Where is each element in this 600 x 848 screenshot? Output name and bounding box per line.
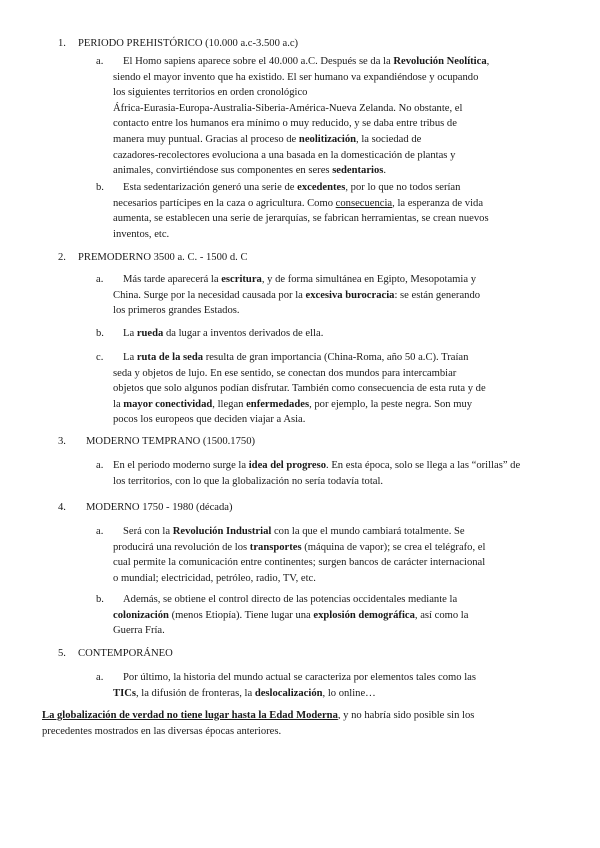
text-line: mayor conectividad [123, 398, 213, 410]
text-line: , llegan [212, 398, 247, 410]
text-line: da lugar a inventos derivados de ella. [163, 328, 324, 339]
text-line [42, 710, 338, 721]
text-line: idea del progreso [248, 460, 327, 471]
text-line: precedentes mostrados en las diversas épocas anteriores. [42, 725, 282, 737]
text-line: resulta de gran importancia (China-Roma, año 50 a.C). Traían [203, 352, 469, 363]
text-line: , y de forma simultánea en Egipto, Mesopotamia y [261, 274, 477, 285]
section-3-heading: 3. MODERNO TEMPRANO (1500.1750) [58, 436, 256, 447]
text-line: neolitización [298, 133, 357, 145]
text-line: rueda [136, 328, 164, 339]
section-2-item-a: a. Más tarde aparecerá la escritura, y de forma simultánea en Egipto, Mesopotamia y China. Surge por la necesidad causada por la excesiva burocracia: se están generando los primeros grandes Estados. [96, 272, 542, 319]
text-line: manera muy puntual. Gracias al proceso de [113, 133, 299, 145]
text-line: La globalización de verdad no tiene lugar hasta la Edad Moderna [42, 710, 338, 721]
section-1-item-b: b. Esta sedentarización generó una serie de excedentes, por lo que no todos serían necesarios partícipes en la caza o agricultura. Como consecuencia, la esperanza de vida aumenta, se establecen una serie de jerarquías, se fabrican herramientas, se crean nuevos inventos, etc. [96, 180, 542, 242]
text-line [113, 196, 542, 212]
text-line [113, 326, 542, 342]
text-line: sedentarios [332, 165, 384, 177]
text-line: los siguientes territorios en orden cronológico [113, 87, 308, 99]
text-line: Será con la [123, 526, 173, 537]
text-line: Además, se obtiene el control directo de las potencias occidentales mediante la [123, 594, 458, 605]
conclusion-paragraph [42, 708, 562, 739]
text-line: , la esperanza de vida [392, 197, 484, 209]
text-line: los primeros grandes Estados. [113, 305, 240, 317]
text-line: , por ejemplo, la peste negra. Son muy [309, 398, 473, 410]
section-1-item-a: a. El Homo sapiens aparece sobre el 40.000 a.C. Después se da la Revolución Neolítica, siendo el mayor invento que ha existido. El ser humano va expandiéndose y ocupando los siguientes territorios en orden cronológico África-Eurasia-Europa-Australia-Siberia-América-Nueva Zelanda. No obstante, el contacto entre los humanos era mínimo o muy reducido, y se daba entre tribus de manera muy puntual. Gracias al proceso de neolitización, la sociedad de cazadores-recolectores evoluciona a una basada en la domesticación de plantas y animales, convirtiéndose sus componentes en seres sedentarios. [96, 54, 542, 179]
text-line: la [113, 398, 124, 410]
text-line: , la sociedad de [356, 133, 422, 145]
text-line: África-Eurasia-Europa-Australia-Siberia-América-Nueva Zelanda. No obstante, el [113, 102, 463, 114]
text-line [113, 458, 586, 474]
text-line: En el periodo moderno surge la [113, 460, 249, 471]
text-line: pocos los europeos que deciden viajar a Asia. [113, 414, 306, 426]
text-line: , la difusión de fronteras, la [135, 687, 255, 699]
text-line: contacto entre los humanos era mínimo o muy reducido, y se daba entre tribus de [113, 118, 457, 130]
text-line: necesarios partícipes en la caza o agricultura. Como [113, 197, 336, 209]
text-line: Revolución Neolítica [393, 56, 487, 67]
text-line: consecuencia [335, 197, 393, 209]
text-line [42, 708, 562, 724]
text-line: producirá una revolución de los [113, 541, 250, 553]
text-line: La [123, 328, 137, 339]
text-line [113, 180, 542, 196]
section-2-item-b: b. La rueda da lugar a inventos derivados de ella. [96, 326, 542, 342]
section-1-heading: 1. PERIODO PREHISTÓRICO (10.000 a.c-3.500 a.c) [58, 38, 299, 49]
text-line: animales, convirtiéndose sus componentes en seres [113, 165, 333, 177]
text-line [113, 608, 542, 624]
text-line: Más tarde aparecerá la [123, 274, 222, 285]
text-line [113, 350, 542, 366]
text-line: cazadores-recolectores evoluciona a una basada en la domesticación de plantas y [113, 149, 456, 161]
text-line: o mundial; electricidad, petróleo, radio, TV, etc. [113, 572, 316, 584]
text-line: cual permite la comunicación entre continentes; surgen bancos de carácter internacional [113, 557, 486, 569]
text-line: (menos Etiopía). Tiene lugar una [168, 609, 314, 621]
text-line: objetos que solo algunos podían disfrutar. También como consecuencia de esta ruta y de [113, 383, 486, 395]
text-line [113, 540, 542, 556]
text-line: , por lo que no todos serían [345, 182, 461, 193]
text-line [113, 272, 542, 288]
text-line: (máquina de vapor); se crea el telégrafo, el [301, 541, 486, 553]
text-line [113, 132, 542, 148]
text-line: excedentes [297, 182, 346, 193]
text-line: inventos, etc. [113, 228, 170, 240]
text-line: , así como la [414, 609, 469, 621]
section-4-item-a: a. Será con la Revolución Industrial con la que el mundo cambiará totalmente. Se producirá una revolución de los transportes (máquina de vapor); se crea el telégrafo, el cual permite la comunicación entre continentes; surgen bancos de carácter internacional o mundial; electricidad, petróleo, radio, TV, etc. [96, 524, 542, 586]
text-line: colonización [113, 609, 169, 621]
text-line: deslocalización [254, 687, 323, 699]
text-line: aumenta, se establecen una serie de jerarquías, se fabrican herramientas, se crean nuevos [113, 213, 489, 225]
text-line: , lo online… [322, 687, 376, 699]
text-line: escritura [221, 274, 262, 285]
text-line: con la que el mundo cambiará totalmente. Se [271, 526, 465, 537]
text-line [113, 163, 542, 179]
text-line: TICs [113, 687, 136, 699]
text-line: siendo el mayor invento que ha existido. El ser humano va expandiéndose y ocupando [113, 71, 479, 83]
text-line: La [123, 352, 137, 363]
section-3-item-a: a. En el periodo moderno surge la idea del progreso. En esta época, solo se llega a las “orillas” de los territorios, con lo que la globalización no sería todavía total. [96, 458, 586, 489]
text-line: excesiva burocracia [305, 289, 395, 301]
section-5-item-a: a. Por último, la historia del mundo actual se caracteriza por elementos tales como las TICs, la difusión de fronteras, la deslocalización, lo online… [96, 670, 542, 701]
text-line: seda y objetos de lujo. En ese sentido, se conectan dos mundos para intercambiar [113, 367, 457, 379]
text-line: . [383, 165, 387, 177]
text-line: enfermedades [246, 398, 310, 410]
text-line: Por último, la historia del mundo actual se caracteriza por elementos tales como las [123, 672, 477, 683]
text-line: , y no habría sido posible sin los [337, 710, 475, 721]
text-line: los territorios, con lo que la globalización no sería todavía total. [113, 475, 384, 487]
text-line: Revolución Industrial [172, 526, 272, 537]
text-line: ruta de la seda [136, 352, 204, 363]
text-line: explosión demográfica [313, 609, 415, 621]
section-4-heading: 4. MODERNO 1750 - 1980 (década) [58, 502, 233, 513]
text-line [113, 54, 542, 70]
section-5-heading: 5. CONTEMPORÁNEO [58, 648, 173, 659]
text-line [113, 288, 542, 304]
text-line [113, 397, 542, 413]
text-line: : se están generando [394, 289, 481, 301]
section-2-item-c: c. La ruta de la seda resulta de gran importancia (China-Roma, año 50 a.C). Traían seda y objetos de lujo. En ese sentido, se conectan dos mundos para intercambiar objetos que solo algunos podían disfrutar. También como consecuencia de esta ruta y de la mayor conectividad, llegan enfermedades, por ejemplo, la peste negra. Son muy pocos los europeos que deciden viajar a Asia. [96, 350, 542, 428]
text-line: . En esta época, solo se llega a las “orillas” de [326, 460, 521, 471]
text-line: , [486, 56, 490, 67]
section-2-heading: 2. PREMODERNO 3500 a. C. - 1500 d. C [58, 252, 248, 263]
text-line: China. Surge por la necesidad causada por la [113, 289, 306, 301]
text-line [113, 524, 542, 540]
text-line [113, 686, 542, 702]
section-4-item-b: b. Además, se obtiene el control directo de las potencias occidentales mediante la colonización (menos Etiopía). Tiene lugar una explosión demográfica, así como la Guerra Fría. [96, 592, 542, 639]
text-line: Guerra Fría. [113, 625, 165, 637]
text-line: transportes [249, 541, 302, 553]
text-line: Esta sedentarización generó una serie de [123, 182, 298, 193]
text-line: El Homo sapiens aparece sobre el 40.000 a.C. Después se da la [123, 56, 394, 67]
